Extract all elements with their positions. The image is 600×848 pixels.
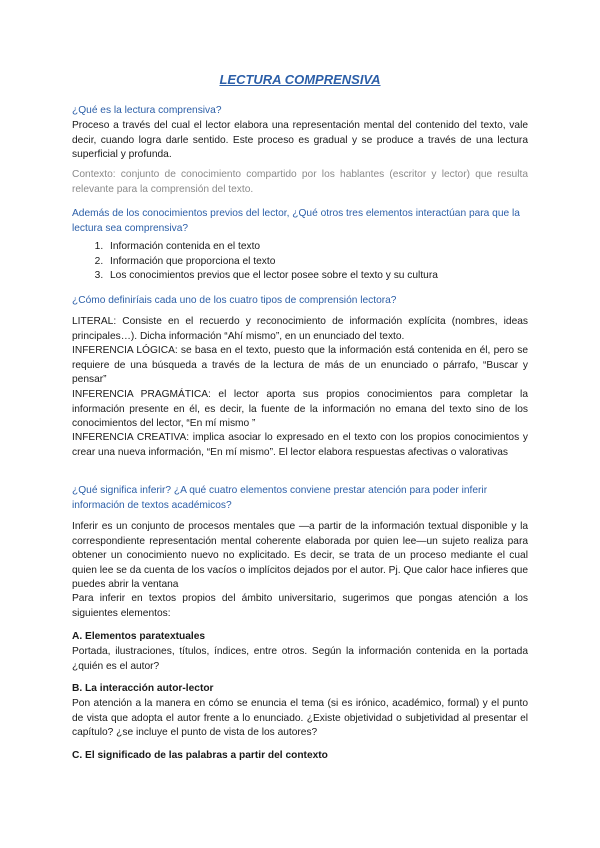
paragraph-definition: Proceso a través del cual el lector elabora una representación mental del contenido del texto, vale decir, cuando logra darle sentido. Este proceso es gradual y se produce a través de una lectura superficial y profunda.: [72, 120, 528, 161]
question-1: ¿Qué es la lectura comprensiva?: [72, 105, 222, 116]
elements-list: [72, 240, 528, 284]
subheading-b: B. La interacción autor-lector: [72, 683, 214, 694]
subheading-c: C. El significado de las palabras a partir del contexto: [72, 750, 328, 761]
paragraph-para-inferir: Para inferir en textos propios del ámbito universitario, sugerimos que pongas atención a los siguientes elementos:: [72, 593, 528, 619]
paragraph-literal: LITERAL: Consiste en el recuerdo y reconocimiento de información explícita (nombres, ideas principales…). Dicha información “Ahí mismo”, en un enunciado del texto.: [72, 316, 528, 342]
page-title: LECTURA COMPRENSIVA: [219, 72, 381, 87]
paragraph-b: Pon atención a la manera en cómo se enuncia el tema (si es irónico, académico, formal) y el punto de vista que adopta el autor frente a lo enunciado. ¿Existe objetividad o subjetividad al presentar el capítulo? ¿se incluye el punto de vista de los autores?: [72, 698, 528, 739]
list-item: 2. Información que proporciona el texto: [106, 255, 528, 270]
paragraph-inferir: Inferir es un conjunto de procesos mentales que —a partir de la información textual disponible y la correspondiente representación mental coherente elaborada por quien lee—un sujeto realiza para obtener un conocimiento nuevo no explicitado. Es decir, se trata de un proceso mediante el cual quien lee se da cuenta de los vacíos o implícitos dejados por el autor. Pj. Que calor hace infieres que puedes abrir la ventana: [72, 521, 528, 591]
list-item: 3. Los conocimientos previos que el lector posee sobre el texto y su cultura: [106, 269, 528, 284]
question-2: Además de los conocimientos previos del lector, ¿Qué otros tres elementos interactúan para que la lectura sea comprensiva?: [72, 208, 520, 234]
paragraph-a: Portada, ilustraciones, títulos, índices, entre otros. Según la información contenida en la portada ¿quién es el autor?: [72, 646, 528, 672]
paragraph-contexto: Contexto: conjunto de conocimiento compartido por los hablantes (escritor y lector) que resulta relevante para la comprensión del texto.: [72, 169, 528, 195]
subheading-a: A. Elementos paratextuales: [72, 631, 206, 642]
paragraph-inferencia-logica: INFERENCIA LÓGICA: se basa en el texto, puesto que la información está contenida en él, pero se requiere de una búsqueda a través de la lectura de más de un enunciado o párrafo, “Buscar y pensar”: [72, 345, 528, 386]
paragraph-inferencia-pragmatica: INFERENCIA PRAGMÁTICA: el lector aporta sus propios conocimientos para completar la información presente en él, es decir, la fuente de la información no emana del texto sino de los conocimientos del lector, “En mí mismo ”: [72, 389, 528, 430]
question-3: ¿Cómo definiríais cada uno de los cuatro tipos de comprensión lectora?: [72, 295, 397, 306]
paragraph-inferencia-creativa: INFERENCIA CREATIVA: implica asociar lo expresado en el texto con los propios conocimientos y crear una nueva información, “En mí mismo”. El lector elabora respuestas afectivas o valorativas: [72, 432, 528, 458]
list-item: 1. Información contenida en el texto: [106, 240, 528, 255]
question-4: ¿Qué significa inferir? ¿A qué cuatro elementos conviene prestar atención para poder inferir información de textos académicos?: [72, 485, 488, 511]
